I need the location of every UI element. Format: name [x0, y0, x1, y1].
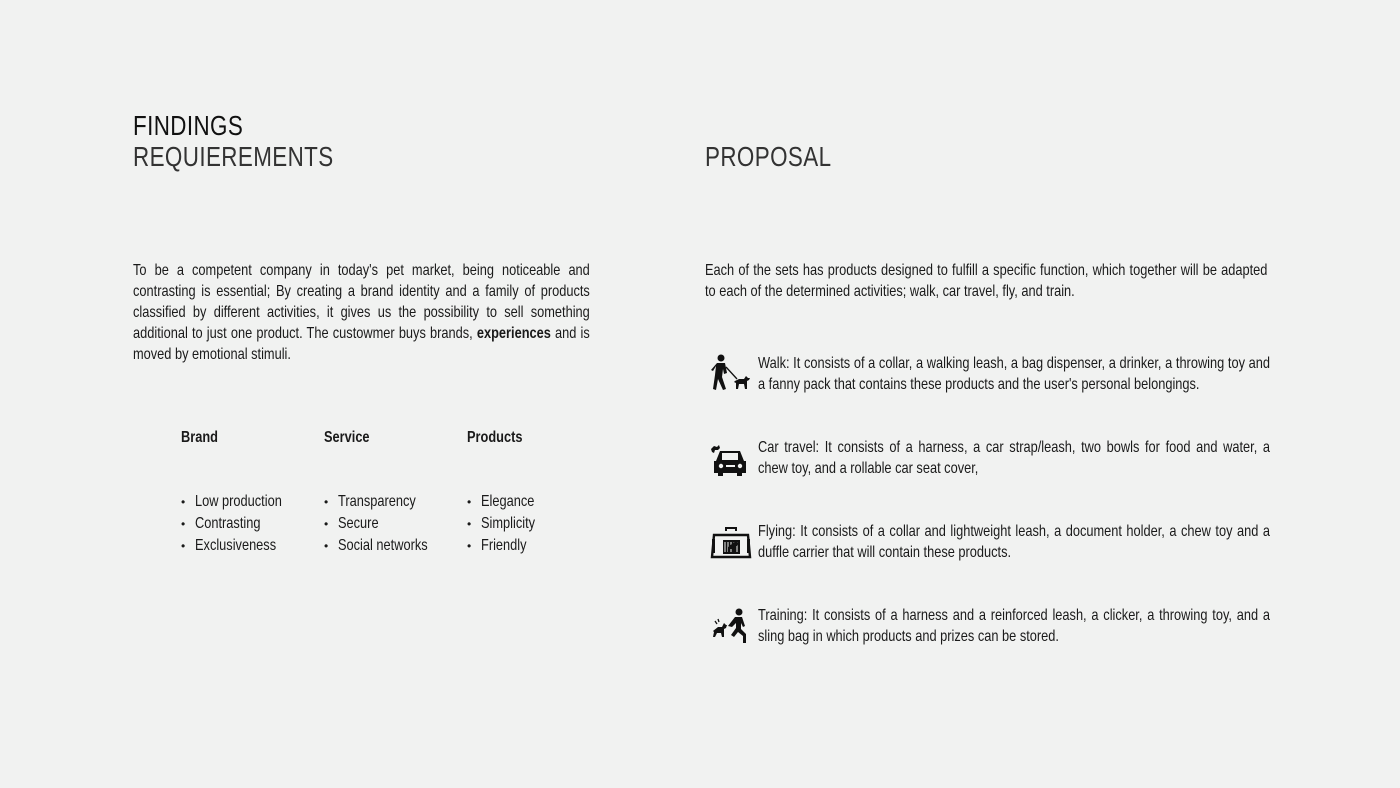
- list-item: • Social networks: [324, 537, 428, 554]
- proposal-intro-paragraph: Each of the sets has products designed to fulfill a specific function, which together will be adapted to each of the determined activities; walk, car travel, fly, and train.: [705, 262, 1268, 300]
- activity-car-travel-description: Car travel: It consists of a harness, a car strap/leash, two bowls for food and water, a chew toy, and a rollable car seat cover,: [758, 439, 1270, 477]
- brand-column: [181, 429, 282, 554]
- activity-walk-description: Walk: It consists of a collar, a walking leash, a bag dispenser, a drinker, a throwing toy and a fanny pack that contains these products and the user's personal belongings.: [758, 355, 1270, 393]
- service-column: [324, 429, 428, 554]
- requirements-subtitle: REQUIEREMENTS: [133, 141, 334, 172]
- activity-flying-description: Flying: It consists of a collar and lightweight leash, a document holder, a chew toy and a duffle carrier that will contain these products.: [758, 523, 1270, 561]
- products-column-title: Products: [467, 429, 523, 446]
- products-list: [467, 491, 549, 557]
- experiences-emphasis: experiences: [476, 325, 551, 342]
- list-item: • Secure: [324, 515, 379, 532]
- products-column: [467, 429, 536, 554]
- list-item: • Exclusiveness: [181, 537, 277, 554]
- person-walking-dog-icon: [709, 353, 753, 397]
- proposal-title: PROPOSAL: [705, 141, 832, 172]
- activity-training-description: Training: It consists of a harness and a reinforced leash, a clicker, a throwing toy, and a sling bag in which products and prizes can be stored.: [758, 607, 1270, 645]
- activity-flying: [705, 521, 1270, 571]
- list-item: • Friendly: [467, 537, 527, 554]
- activity-walk: [705, 353, 1270, 403]
- list-item: • Simplicity: [467, 515, 536, 532]
- findings-intro-paragraph: To be a competent company in today's pet market, being noticeable and contrasting is essential; By creating a brand identity and a family of products classified by different activities, it gives us the possibility to sell something additional to just one product. The custowmer buys brands, experiences and is moved by emotional stimuli.: [133, 262, 590, 363]
- activity-car-travel: [705, 437, 1270, 487]
- person-training-dog-icon: [709, 605, 753, 649]
- activity-training: [705, 605, 1270, 655]
- service-list: [324, 491, 450, 557]
- list-item: • Low production: [181, 493, 282, 510]
- list-item: • Contrasting: [181, 515, 261, 532]
- findings-title: FINDINGS: [133, 110, 244, 141]
- brand-list: [181, 491, 304, 557]
- pet-carrier-icon: [709, 521, 753, 565]
- service-column-title: Service: [324, 429, 370, 446]
- list-item: • Elegance: [467, 493, 535, 510]
- list-item: • Transparency: [324, 493, 416, 510]
- car-with-dog-icon: [709, 437, 753, 481]
- brand-column-title: Brand: [181, 429, 218, 446]
